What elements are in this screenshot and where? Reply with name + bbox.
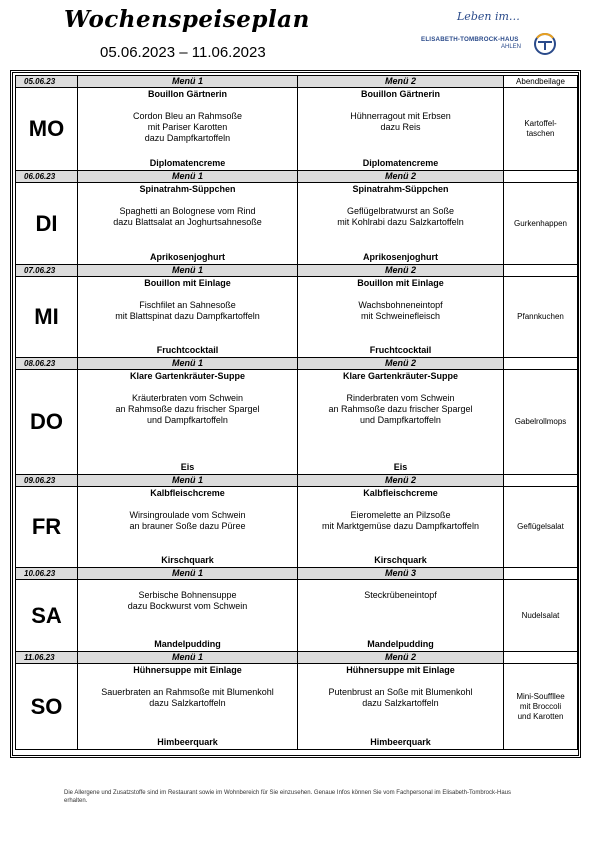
m2-cell bbox=[298, 664, 504, 750]
m1-dessert: Eis bbox=[180, 462, 195, 472]
m2-cell bbox=[298, 580, 504, 652]
weekday-label: DI bbox=[16, 183, 78, 265]
m2-cell bbox=[298, 88, 504, 171]
m1-cell bbox=[78, 277, 298, 358]
menu1-label: Menü 1 bbox=[78, 265, 298, 277]
m2-main-dish: Geflügelbratwurst an Soße mit Kohlrabi dazu Salzkartoffeln bbox=[337, 206, 464, 227]
m2-soup: Bouillon mit Einlage bbox=[357, 278, 444, 288]
menu2-label: Menü 2 bbox=[298, 171, 504, 183]
m1-soup: Klare Gartenkräuter-Suppe bbox=[129, 371, 246, 381]
menu2-label: Menü 2 bbox=[298, 265, 504, 277]
menu1-label: Menü 1 bbox=[78, 358, 298, 370]
allergen-note: Die Allergene und Zusatzstoffe sind im Restaurant sowie im Wohnbereich für Sie einzusehen. Genaue Infos können Sie vom Fachpersonal im Elisabeth-Tombrock-Haus erhalten. bbox=[64, 790, 512, 804]
logo-slogan: Leben im… bbox=[457, 10, 520, 23]
weekday-label: DO bbox=[16, 370, 78, 475]
m1-main-dish: Spaghetti an Bolognese vom Rind dazu Blattsalat an Joghurtsahnesoße bbox=[113, 206, 262, 227]
m2-soup: Klare Gartenkräuter-Suppe bbox=[342, 371, 459, 381]
weekday-label: SA bbox=[16, 580, 78, 652]
day-header-row bbox=[16, 358, 578, 370]
evening-side-label: Abendbeilage bbox=[504, 76, 578, 88]
m1-dessert: Mandelpudding bbox=[154, 639, 221, 649]
m2-dessert: Himbeerquark bbox=[370, 737, 431, 747]
m2-main-dish: Hühnerragout mit Erbsen dazu Reis bbox=[350, 111, 451, 132]
m1-soup: Hühnersuppe mit Einlage bbox=[133, 665, 242, 675]
m1-main-dish: Kräuterbraten vom Schwein an Rahmsoße dazu frischer Spargel und Dampfkartoffeln bbox=[115, 393, 260, 425]
m1-dessert: Himbeerquark bbox=[157, 737, 218, 747]
m2-dessert: Diplomatencreme bbox=[362, 158, 439, 168]
evening-side-dish: Gabelrollmops bbox=[504, 370, 578, 475]
menu1-label: Menü 1 bbox=[78, 171, 298, 183]
logo-city: AHLEN bbox=[501, 44, 522, 50]
m1-dessert: Fruchtcocktail bbox=[156, 345, 219, 355]
weekday-label: MI bbox=[16, 277, 78, 358]
m1-main-dish: Fischfilet an Sahnesoße mit Blattspinat dazu Dampfkartoffeln bbox=[115, 300, 260, 321]
evening-side-dish: Kartoffel- taschen bbox=[504, 88, 578, 171]
evening-side-dish: Geflügelsalat bbox=[504, 487, 578, 568]
m1-cell bbox=[78, 88, 298, 171]
logo-emblem-icon bbox=[533, 32, 557, 56]
day-header-row bbox=[16, 652, 578, 664]
m2-soup: Kalbfleischcreme bbox=[363, 488, 438, 498]
day-header-row bbox=[16, 475, 578, 487]
menu2-label: Menü 3 bbox=[298, 568, 504, 580]
day-menu-row bbox=[16, 487, 578, 568]
m1-soup: Kalbfleischcreme bbox=[150, 488, 225, 498]
page-title: Wochenspeiseplan bbox=[64, 6, 310, 33]
date-cell: 05.06.23 bbox=[16, 76, 78, 88]
evening-side-label bbox=[504, 652, 578, 664]
m1-cell bbox=[78, 580, 298, 652]
m2-dessert: Aprikosenjoghurt bbox=[362, 252, 438, 262]
evening-side-dish: Pfannkuchen bbox=[504, 277, 578, 358]
date-cell: 07.06.23 bbox=[16, 265, 78, 277]
evening-side-dish: Nudelsalat bbox=[504, 580, 578, 652]
m2-soup: Hühnersuppe mit Einlage bbox=[346, 665, 455, 675]
day-header-row bbox=[16, 76, 578, 88]
m2-main-dish: Wachsbohneneintopf mit Schweinefleisch bbox=[358, 300, 443, 321]
menu-table bbox=[15, 75, 578, 750]
evening-side-dish: Gurkenhappen bbox=[504, 183, 578, 265]
menu2-label: Menü 2 bbox=[298, 475, 504, 487]
menu2-label: Menü 2 bbox=[298, 76, 504, 88]
day-menu-row bbox=[16, 370, 578, 475]
day-menu-row bbox=[16, 664, 578, 750]
m2-main-dish: Rinderbraten vom Schwein an Rahmsoße dazu frischer Spargel und Dampfkartoffeln bbox=[328, 393, 473, 425]
m2-main-dish: Eieromelette an Pilzsoße mit Marktgemüse dazu Dampfkartoffeln bbox=[322, 510, 479, 531]
m1-dessert: Aprikosenjoghurt bbox=[149, 252, 225, 262]
day-header-row bbox=[16, 568, 578, 580]
weekday-label: MO bbox=[16, 88, 78, 171]
evening-side-dish: Mini-Souffllee mit Broccoli und Karotten bbox=[504, 664, 578, 750]
m1-cell bbox=[78, 664, 298, 750]
m2-main-dish: Putenbrust an Soße mit Blumenkohl dazu Salzkartoffeln bbox=[328, 687, 473, 708]
weekday-label: SO bbox=[16, 664, 78, 750]
day-menu-row bbox=[16, 183, 578, 265]
m2-main-dish: Steckrübeneintopf bbox=[364, 590, 437, 600]
day-header-row bbox=[16, 265, 578, 277]
m1-soup: Spinatrahm-Süppchen bbox=[139, 184, 236, 194]
menu1-label: Menü 1 bbox=[78, 568, 298, 580]
m1-soup: Bouillon mit Einlage bbox=[144, 278, 231, 288]
date-cell: 06.06.23 bbox=[16, 171, 78, 183]
day-menu-row bbox=[16, 580, 578, 652]
date-cell: 09.06.23 bbox=[16, 475, 78, 487]
m2-cell bbox=[298, 487, 504, 568]
evening-side-label bbox=[504, 568, 578, 580]
menu2-label: Menü 2 bbox=[298, 652, 504, 664]
evening-side-label bbox=[504, 171, 578, 183]
weekday-label: FR bbox=[16, 487, 78, 568]
logo bbox=[415, 8, 565, 60]
m2-cell bbox=[298, 183, 504, 265]
m2-dessert: Eis bbox=[393, 462, 408, 472]
evening-side-label bbox=[504, 265, 578, 277]
m2-cell bbox=[298, 277, 504, 358]
m1-main-dish: Serbische Bohnensuppe dazu Bockwurst vom Schwein bbox=[127, 590, 248, 611]
m1-main-dish: Cordon Bleu an Rahmsoße mit Pariser Karotten dazu Dampfkartoffeln bbox=[132, 111, 243, 143]
day-menu-row bbox=[16, 88, 578, 171]
m1-main-dish: Wirsingroulade vom Schwein an brauner Soße dazu Püree bbox=[129, 510, 246, 531]
menu1-label: Menü 1 bbox=[78, 652, 298, 664]
m2-dessert: Fruchtcocktail bbox=[369, 345, 432, 355]
menu2-label: Menü 2 bbox=[298, 358, 504, 370]
m1-main-dish: Sauerbraten an Rahmsoße mit Blumenkohl dazu Salzkartoffeln bbox=[101, 687, 274, 708]
m1-cell bbox=[78, 183, 298, 265]
m2-soup: Spinatrahm-Süppchen bbox=[352, 184, 449, 194]
date-cell: 10.06.23 bbox=[16, 568, 78, 580]
m1-soup: Bouillon Gärtnerin bbox=[147, 89, 227, 99]
logo-org-name: ELISABETH-TOMBROCK-HAUS bbox=[421, 36, 519, 43]
date-cell: 08.06.23 bbox=[16, 358, 78, 370]
evening-side-label bbox=[504, 358, 578, 370]
m1-cell bbox=[78, 487, 298, 568]
m2-soup: Bouillon Gärtnerin bbox=[360, 89, 440, 99]
date-cell: 11.06.23 bbox=[16, 652, 78, 664]
m2-dessert: Kirschquark bbox=[374, 555, 427, 565]
evening-side-label bbox=[504, 475, 578, 487]
date-range: 05.06.2023 – 11.06.2023 bbox=[100, 44, 266, 61]
m1-dessert: Kirschquark bbox=[161, 555, 214, 565]
m2-cell bbox=[298, 370, 504, 475]
menu1-label: Menü 1 bbox=[78, 76, 298, 88]
m1-cell bbox=[78, 370, 298, 475]
menu1-label: Menü 1 bbox=[78, 475, 298, 487]
m1-dessert: Diplomatencreme bbox=[149, 158, 226, 168]
day-menu-row bbox=[16, 277, 578, 358]
day-header-row bbox=[16, 171, 578, 183]
m2-dessert: Mandelpudding bbox=[367, 639, 434, 649]
